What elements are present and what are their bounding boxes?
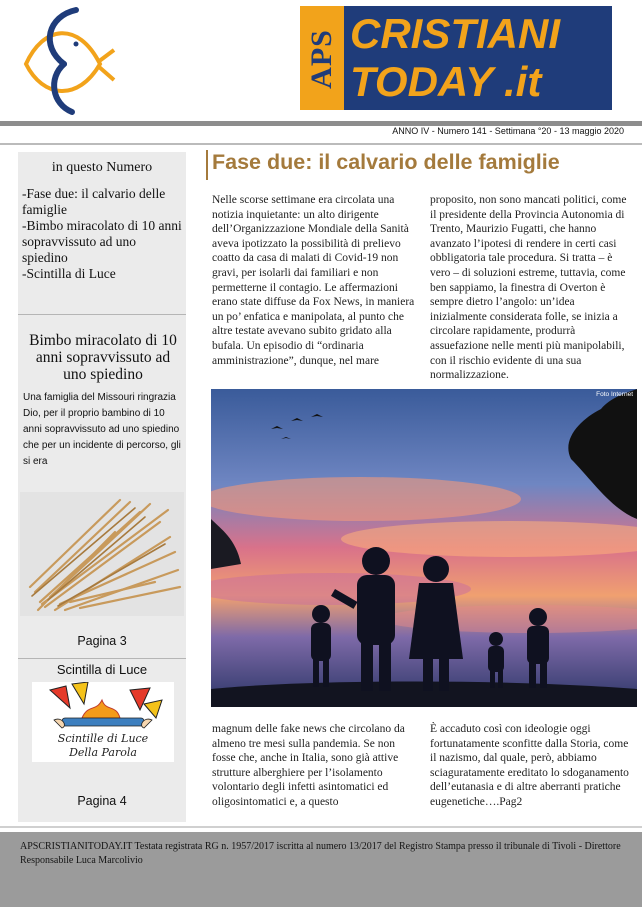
article-column-1: Nelle scorse settimane era circolata una notizia inquietante: un alto dirigente dell’Organizzazione Mondiale della Sanità aveva ipotizzato la possibilità di prelievo coatto da casa di malati di Covid-19 non gravi, per isolarli dai familiari e non permetterne il contagio. Le affermazioni erano state diffuse da Fox News, in maniera un po’ enfatica e manipolata, al punto che altre testate avevano subito gridato alla bufala. Un episodio di “ordinaria amministrazione”, dunque, nel mare	[212, 194, 415, 367]
footer	[0, 832, 642, 907]
article-column-3: magnum delle fake news che circolano da almeno tre mesi sulla pandemia. Se non fosse che, anche in Italia, sono già attive strutture alberghiere per l’isolamento volontario degli infetti asintomatici ed oligosintomatici e, a questo	[212, 723, 405, 808]
brand-title-line2	[350, 58, 542, 106]
article-headline: Fase due: il calvario delle famiglie	[212, 150, 560, 174]
footer-divider	[0, 826, 642, 828]
article-column-4: È accaduto così con ideologie oggi fortunatamente sconfitte dalla Storia, come il nazismo, dal quale, però, abbiamo sciaguratamente ereditato lo sdoganamento dell’eutanasia e di altre aberranti pratiche eugenetiche….Pag2	[430, 723, 629, 808]
brand-suffix: .it	[504, 58, 542, 105]
headline-accent-bar	[206, 150, 208, 180]
brand-aps-text: APS	[305, 29, 338, 89]
fish-logo-icon	[18, 6, 118, 116]
sidebar	[18, 152, 186, 822]
scintille-di-luce-logo	[32, 682, 174, 762]
story1-title[interactable]: Bimbo miracolato di 10 anni sopravvissuto ad uno spiedino	[29, 332, 177, 383]
masthead	[0, 0, 642, 120]
index-item-fase-due[interactable]: -Fase due: il calvario delle famiglie	[22, 186, 166, 217]
brand-today: TODAY	[350, 58, 494, 105]
story1-text: Una famiglia del Missouri ringrazia Dio, per il proprio bambino di 10 anni sopravvissuto ad uno spiedino che per un incidente di percorso, gli si era	[23, 392, 181, 467]
logo-text-line1: Scintille di Luce	[57, 732, 149, 745]
brand-banner	[300, 6, 612, 110]
brand-aps-band	[300, 6, 344, 110]
wooden-skewers-image	[20, 492, 184, 616]
index-item-bimbo[interactable]: -Bimbo miracolato di 10 anni sopravvissuto ad uno spiedino	[22, 218, 182, 265]
index-item-scintilla[interactable]: -Scintilla di Luce	[22, 266, 116, 281]
article-column-2: proposito, non sono mancati politici, come il presidente della Provincia Autonomia di Trento, Maurizio Fugatti, che hanno avanzato l’ipotesi di rendere in certi casi obbligatoria tale procedura. Si tratta – è vero – di soluzioni estreme, tuttavia, come ben sappiamo, la finestra di Overton è sempre dietro l’angolo: un’idea inizialmente considerata folle, se inizia a circolare rapidamente, produrrà assuefazione nelle menti più manipolabili, con il rischio evidente di una sua normalizzazione.	[430, 194, 627, 382]
family-sunset-photo	[211, 389, 637, 707]
story2-page-link[interactable]: Pagina 4	[77, 794, 127, 808]
footer-legal-text: APSCRISTIANITODAY.IT Testata registrata RG n. 1957/2017 iscritta al numero 13/2017 del Registro Stampa presso il tribunale di Tivoli - Direttore Responsabile Luca Marcolivio	[20, 841, 621, 866]
index-list	[22, 186, 184, 282]
sidebar-divider	[18, 658, 186, 659]
logo-text-line2: Della Parola	[69, 746, 137, 759]
issue-divider	[0, 143, 642, 145]
brand-title-line1: CRISTIANI	[350, 10, 560, 57]
sidebar-divider	[18, 314, 186, 315]
photo-credit: Foto Internet	[596, 391, 633, 398]
story1-page-link[interactable]: Pagina 3	[77, 634, 127, 648]
story2-title[interactable]: Scintilla di Luce	[56, 662, 148, 677]
issue-info: ANNO IV - Numero 141 - Settimana °20 - 13 maggio 2020	[392, 126, 624, 136]
index-title: in questo Numero	[51, 160, 153, 175]
